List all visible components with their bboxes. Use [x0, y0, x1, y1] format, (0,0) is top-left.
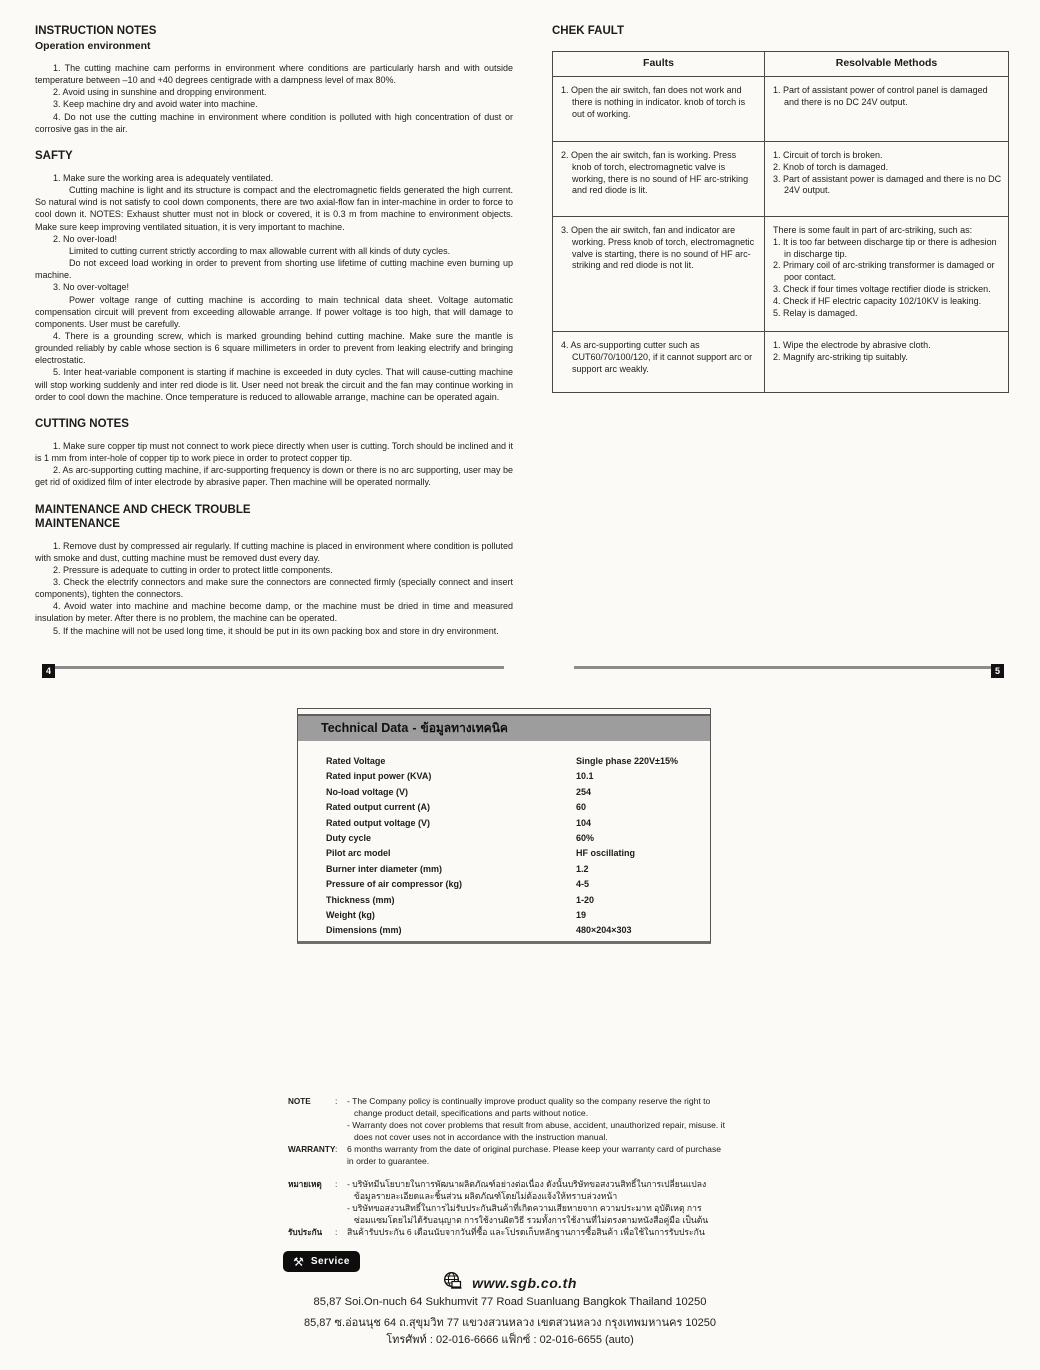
thai-note-row [288, 1179, 726, 1227]
chek-fault-heading: CHEK FAULT [552, 25, 624, 37]
faults-column-header: Faults [553, 52, 765, 77]
fault-cell-line: 4. Check if HF electric capacity 102/10KV is leaking. [773, 295, 982, 306]
tech-row [326, 893, 710, 908]
paragraph: 3. Check the electrify connectors and make sure the connectors are connected firmly (specially connect and insert components), tighten the connectors. [35, 577, 513, 600]
tech-label: Duty cycle [326, 832, 372, 843]
tech-row [326, 800, 710, 815]
colon: : [335, 1096, 338, 1106]
tech-value: 1-20 [576, 894, 595, 905]
tech-label: Pilot arc model [326, 848, 391, 859]
fault-cell-line: 1. Circuit of torch is broken. [773, 150, 883, 160]
fault-cell-line: 1. It is too far between discharge tip or there is adhesion in discharge tip. [773, 236, 997, 259]
fault-cell-line: 3. Open the air switch, fan and indicator are working. Press knob of torch, electromagnetic valve is starting, there is no sound of HF arc-striking and red diode is not lit. [561, 225, 755, 271]
warranty-row [288, 1144, 726, 1168]
thai-note-label: หมายเหตุ [288, 1180, 322, 1190]
thai-warranty-row [288, 1227, 726, 1239]
fault-cell-line: There is some fault in part of arc-striking, such as: [773, 225, 973, 235]
page-number-right: 5 [991, 664, 1004, 678]
table-row [553, 142, 1009, 217]
tools-icon: ⚒ [293, 1254, 304, 1269]
method-cell [765, 77, 1009, 142]
paragraph: 1. Make sure the working area is adequately ventilated. [53, 172, 274, 183]
fault-cell-line: 1. Open the air switch, fan does not work and there is nothing in indicator. knob of torch is out of working. [561, 85, 746, 119]
tech-row [326, 831, 710, 846]
paragraph: Cutting machine is light and its structure is compact and the electromagnetic fields generated the high current. So natural wind is not satisfy to cool down components, there are two axial-flow fan in inter-machine in order to force to cool down it. NOTES: Exhaust shutter must not in block or covered, it is 0.3 m from machine to environment objects. Make sure keep improving ventilated situation, it is very important to machine. [35, 185, 513, 232]
tech-label: Rated output current (A) [326, 802, 430, 813]
paragraph: Power voltage range of cutting machine is according to main technical data sheet. Voltage automatic compensation circuit will prevent from exceeding allowable arrange. If power voltage is too high, that will damage to components. User must be carefully. [35, 294, 513, 329]
tech-value: 1.2 [576, 863, 589, 874]
fault-cell-line: 2. Open the air switch, fan is working. Press knob of torch, electromagnetic valve is working, there is no sound of HF arc-striking and red diode is lit. [561, 150, 749, 196]
table-row [553, 77, 1009, 142]
method-cell [765, 217, 1009, 332]
tech-label: Weight (kg) [326, 909, 375, 920]
tech-value: 60 [576, 802, 587, 813]
paragraph: 2. Avoid using in sunshine and dropping environment. [53, 87, 267, 98]
fault-cell-line: 2. Primary coil of arc-striking transformer is damaged or poor contact. [773, 260, 995, 283]
note-line: - บริษัทมีนโยบายในการพัฒนาผลิตภัณฑ์อย่างต่อเนื่อง ดังนั้นบริษัทขอสงวนสิทธิ์ในการเปลี่ยนแปลงข้อมูลรายละเอียดและชิ้นส่วน ผลิตภัณฑ์โดยไม่ต้องแจ้งให้ทราบล่วงหน้า [347, 1179, 707, 1202]
maintenance-check-trouble-heading: MAINTENANCE AND CHECK TROUBLE [35, 503, 251, 516]
colon: : [335, 1227, 338, 1238]
paragraph: Do not exceed load working in order to prevent from shorting use lifetime of cutting machine even burning up machine. [35, 258, 513, 281]
website-url: www.sgb.co.th [472, 1275, 577, 1291]
tech-value: HF oscillating [576, 848, 636, 859]
note-label: NOTE [288, 1097, 311, 1106]
tech-row [326, 769, 710, 784]
tech-value: 254 [576, 786, 592, 797]
tech-value: 60% [576, 832, 595, 843]
paragraph: 2. Pressure is adequate to cutting in order to protect little components. [53, 564, 333, 575]
technical-data-title [298, 714, 710, 741]
thai-note-text [347, 1179, 726, 1227]
fault-cell-line: 2. Knob of torch is damaged. [773, 161, 889, 172]
tech-label: Burner inter diameter (mm) [326, 863, 443, 874]
tech-label: Rated output voltage (V) [326, 817, 430, 828]
paragraph: 3. No over-voltage! [53, 282, 130, 293]
tech-label: Thickness (mm) [326, 894, 395, 905]
cutting-notes-heading: CUTTING NOTES [35, 417, 129, 430]
paragraph: 5. If the machine will not be used long time, it should be put in its own packing box and store in dry environment. [53, 625, 499, 636]
fault-table-header-row [553, 52, 1009, 77]
left-column [35, 24, 513, 637]
paragraph: Limited to cutting current strictly according to max allowable current with all kinds of duty cycles. [69, 245, 451, 256]
tech-value: 104 [576, 817, 592, 828]
note-line: - Warranty does not cover problems that result from abuse, accident, unauthorized repair, misuse. it does not cover uses not in accordance with the instruction manual. [347, 1119, 725, 1142]
paragraph: 2. As arc-supporting cutting machine, if arc-supporting frequency is down or there is no arc supporting, user may be get rid of oxidized film of inter electrode by abrasive paper. Then machine will be operated normally. [35, 465, 513, 488]
table-row [553, 217, 1009, 332]
tech-row [326, 923, 710, 938]
paragraph: 4. Avoid water into machine and machine become damp, or the machine must be dried in time and measured insulation by meter. After there is no problem, the machine can be operated. [35, 601, 513, 624]
fault-cell [553, 142, 765, 217]
paragraph: 2. No over-load! [53, 233, 118, 244]
colon: : [335, 1143, 338, 1154]
website-row [200, 1272, 820, 1294]
method-cell [765, 142, 1009, 217]
maintenance-heading: MAINTENANCE [35, 517, 120, 530]
tech-row [326, 816, 710, 831]
fault-cell-line: 3. Check if four times voltage rectifier diode is stricken. [773, 283, 991, 294]
instruction-notes-heading: INSTRUCTION NOTES [35, 25, 157, 37]
operation-environment-paragraphs [35, 62, 513, 135]
fault-cell-line: 5. Relay is damaged. [773, 307, 858, 318]
tech-row [326, 846, 710, 861]
note-text [347, 1096, 726, 1144]
page-number-left: 4 [42, 664, 55, 678]
safety-heading: SAFTY [35, 149, 73, 162]
tech-value: 19 [576, 909, 587, 920]
maintenance-paragraphs [35, 540, 513, 637]
table-row [553, 332, 1009, 393]
paragraph: 1. The cutting machine cam performs in environment where conditions are particularly harsh and with outside temperature between –10 and +40 degrees centigrade with a dampness level of max 80%. [35, 63, 513, 86]
notes-block [288, 1096, 726, 1239]
thai-warranty-label: รับประกัน [288, 1228, 323, 1238]
tech-value: 10.1 [576, 771, 594, 782]
technical-data-rows [298, 741, 710, 939]
tech-label: No-load voltage (V) [326, 786, 409, 797]
fault-cell [553, 77, 765, 142]
technical-data-box [297, 708, 711, 944]
tech-value: Single phase 220V±15% [576, 756, 678, 766]
warranty-label: WARRANTY [288, 1144, 336, 1154]
technical-data-title-th: ข้อมูลทางเทคนิค [420, 721, 508, 735]
safety-paragraphs [35, 172, 513, 403]
address-english: 85,87 Soi.On-nuch 64 Sukhumvit 77 Road Suanluang Bangkok Thailand 10250 [313, 1296, 707, 1308]
tech-value: 4-5 [576, 879, 590, 890]
tech-value: 480×204×303 [576, 925, 632, 936]
operation-environment-heading: Operation environment [35, 40, 151, 52]
paragraph: 3. Keep machine dry and avoid water into machine. [53, 99, 258, 110]
title-separator: - [412, 721, 417, 735]
service-label: Service [310, 1256, 350, 1267]
globe-icon [443, 1272, 462, 1294]
fault-table [552, 51, 1009, 393]
fault-cell-line: 3. Part of assistant power is damaged and there is no DC 24V output. [773, 173, 1002, 196]
tech-row [326, 785, 710, 800]
note-row [288, 1096, 726, 1144]
colon: : [335, 1179, 338, 1190]
paragraph: 1. Remove dust by compressed air regularly. If cutting machine is placed in environment where condition is polluted with smoke and dust, cutting machine must be removed dust every day. [35, 540, 513, 563]
tech-row [326, 754, 710, 769]
tech-label: Rated input power (KVA) [326, 771, 432, 782]
divider [55, 666, 504, 669]
tech-label: Rated Voltage [326, 756, 386, 766]
phone-fax-line: โทรศัพท์ : 02-016-6666 แฟ็กซ์ : 02-016-6655 (auto) [386, 1334, 634, 1346]
fault-cell [553, 332, 765, 393]
tech-row [326, 877, 710, 892]
paragraph: 4. Do not use the cutting machine in environment where condition is polluted with high concentration of dust or corrosive gas in the air. [35, 111, 513, 134]
fault-cell-line: 2. Magnify arc-striking tip suitably. [773, 351, 908, 362]
right-column [552, 24, 1010, 393]
method-cell [765, 332, 1009, 393]
paragraph: 4. There is a grounding screw, which is marked grounding behind cutting machine. Make sure the mantle is grounded reliably by cable whose section is 6 square millimeters in order to prevent from leaking electrify and bringing electrostatic. [35, 330, 513, 366]
warranty-text: 6 months warranty from the date of original purchase. Please keep your warranty card of purchase in order to guarantee. [347, 1143, 722, 1166]
resolvable-methods-column-header: Resolvable Methods [765, 52, 1009, 77]
tech-row [326, 908, 710, 923]
tech-row [326, 862, 710, 877]
note-line: - The Company policy is continually improve product quality so the company reserve the right to change product detail, specifications and parts without notice. [347, 1096, 711, 1118]
fault-cell-line: 1. Part of assistant power of control panel is damaged and there is no DC 24V output. [773, 85, 988, 107]
cutting-notes-paragraphs [35, 440, 513, 489]
note-line: - บริษัทขอสงวนสิทธิ์ในการไม่รับประกันสินค้าที่เกิดความเสียหายจาก ความประมาท อุบัติเหตุ การซ่อมแซมโดยไม่ได้รับอนุญาต การใช้งานผิดวิธี รวมทั้งการใช้งานที่ไม่ตรงตามหนังสือคู่มือ เป็นต้น [347, 1203, 709, 1226]
fault-cell-line: 4. As arc-supporting cutter such as CUT60/70/100/120, if it cannot support arc or support arc weakly. [561, 340, 753, 374]
tech-label: Pressure of air compressor (kg) [326, 879, 463, 890]
paragraph: 1. Make sure copper tip must not connect to work piece directly when user is cutting. Torch should be inclined and it is 1 mm from inter-hole of copper tip to work piece in order to protect copper tip. [35, 440, 513, 464]
fault-cell-line: 1. Wipe the electrode by abrasive cloth. [773, 340, 931, 350]
thai-warranty-text: สินค้ารับประกัน 6 เดือนนับจากวันที่ซื้อ และโปรดเก็บหลักฐานการซื้อสินค้า เพื่อใช้ในการรับประกัน [347, 1227, 705, 1238]
service-badge [283, 1251, 360, 1272]
technical-data-title-en: Technical Data [321, 721, 409, 735]
address-thai: 85,87 ซ.อ่อนนุช 64 ถ.สุขุมวิท 77 แขวงสวนหลวง เขตสวนหลวง กรุงเทพมหานคร 10250 [303, 1317, 717, 1329]
divider [574, 666, 1004, 669]
fault-cell [553, 217, 765, 332]
tech-label: Dimensions (mm) [326, 925, 402, 936]
paragraph: 5. Inter heat-variable component is starting if machine is exceeded in duty cycles. That will cause-cutting machine will stop working suddenly and inter red diode is lit. User need not break the circuit and the fan may continue working in order to cool down the machine. Once temperature is reduced to allowable arrange, machine can be operated again. [35, 367, 513, 402]
